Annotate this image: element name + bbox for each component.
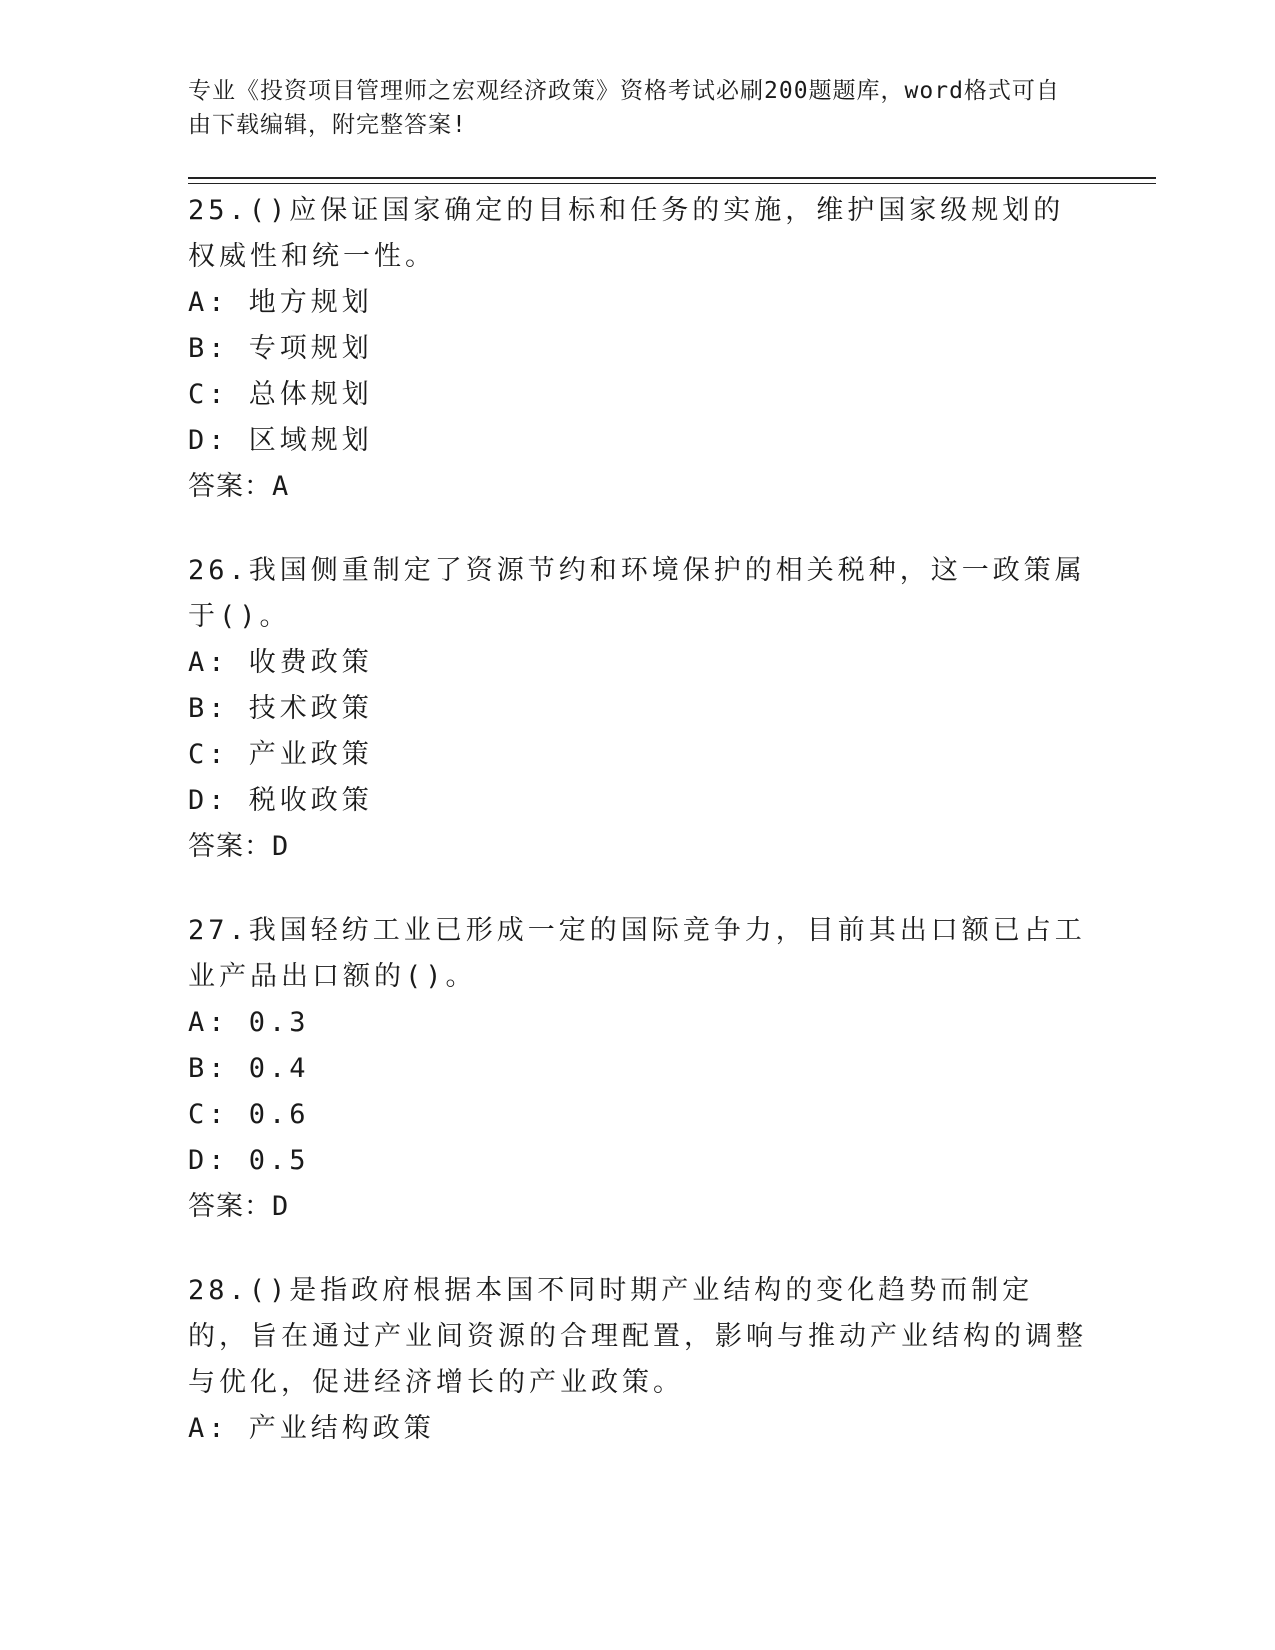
option-letter: C: <box>188 739 229 770</box>
option-a <box>188 1406 1088 1452</box>
question-27 <box>188 908 1088 1230</box>
option-letter: C: <box>188 379 229 410</box>
question-28 <box>188 1268 1088 1452</box>
option-text: 总体规划 <box>248 379 373 410</box>
option-letter: B: <box>188 333 229 364</box>
option-a <box>188 280 1088 326</box>
question-stem: 25.()应保证国家确定的目标和任务的实施，维护国家级规划的权威性和统一性。 <box>188 195 1065 272</box>
option-text: 0.5 <box>248 1145 310 1176</box>
option-letter: B: <box>188 1053 229 1084</box>
option-text: 税收政策 <box>248 785 373 816</box>
option-d <box>188 418 1088 464</box>
option-letter: A: <box>188 287 229 318</box>
option-text: 专项规划 <box>248 333 373 364</box>
answer-line: 答案：D <box>188 831 290 862</box>
option-text: 地方规划 <box>248 287 373 318</box>
option-letter: A: <box>188 647 229 678</box>
answer-line: 答案：A <box>188 471 290 502</box>
option-a <box>188 640 1088 686</box>
answer-line: 答案：D <box>188 1191 290 1222</box>
header-divider-thick <box>188 177 1156 179</box>
header-divider-thin <box>188 183 1156 184</box>
option-d <box>188 778 1088 824</box>
question-25 <box>188 188 1088 510</box>
option-letter: D: <box>188 1145 229 1176</box>
question-stem: 28.()是指政府根据本国不同时期产业结构的变化趋势而制定的，旨在通过产业间资源的合理配置，影响与推动产业结构的调整与优化，促进经济增长的产业政策。 <box>188 1275 1087 1398</box>
option-c <box>188 732 1088 778</box>
question-stem: 26.我国侧重制定了资源节约和环境保护的相关税种，这一政策属于()。 <box>188 555 1086 632</box>
option-a <box>188 1000 1088 1046</box>
option-text: 技术政策 <box>248 693 373 724</box>
option-text: 收费政策 <box>248 647 373 678</box>
option-b <box>188 326 1088 372</box>
option-b <box>188 686 1088 732</box>
question-list <box>188 188 1088 1490</box>
option-text: 区域规划 <box>248 425 373 456</box>
option-text: 产业结构政策 <box>248 1413 435 1444</box>
option-c <box>188 1092 1088 1138</box>
option-letter: D: <box>188 785 229 816</box>
question-26 <box>188 548 1088 870</box>
option-d <box>188 1138 1088 1184</box>
option-text: 0.4 <box>248 1053 310 1084</box>
option-letter: D: <box>188 425 229 456</box>
option-text: 0.6 <box>248 1099 310 1130</box>
question-stem: 27.我国轻纺工业已形成一定的国际竞争力，目前其出口额已占工业产品出口额的()。 <box>188 915 1086 992</box>
option-text: 0.3 <box>248 1007 310 1038</box>
option-letter: C: <box>188 1099 229 1130</box>
option-letter: A: <box>188 1007 229 1038</box>
document-header <box>188 74 1078 142</box>
option-letter: B: <box>188 693 229 724</box>
option-c <box>188 372 1088 418</box>
option-b <box>188 1046 1088 1092</box>
option-text: 产业政策 <box>248 739 373 770</box>
header-text: 专业《投资项目管理师之宏观经济政策》资格考试必刷200题题库，word格式可自由下载编辑，附完整答案! <box>188 78 1060 138</box>
option-letter: A: <box>188 1413 229 1444</box>
